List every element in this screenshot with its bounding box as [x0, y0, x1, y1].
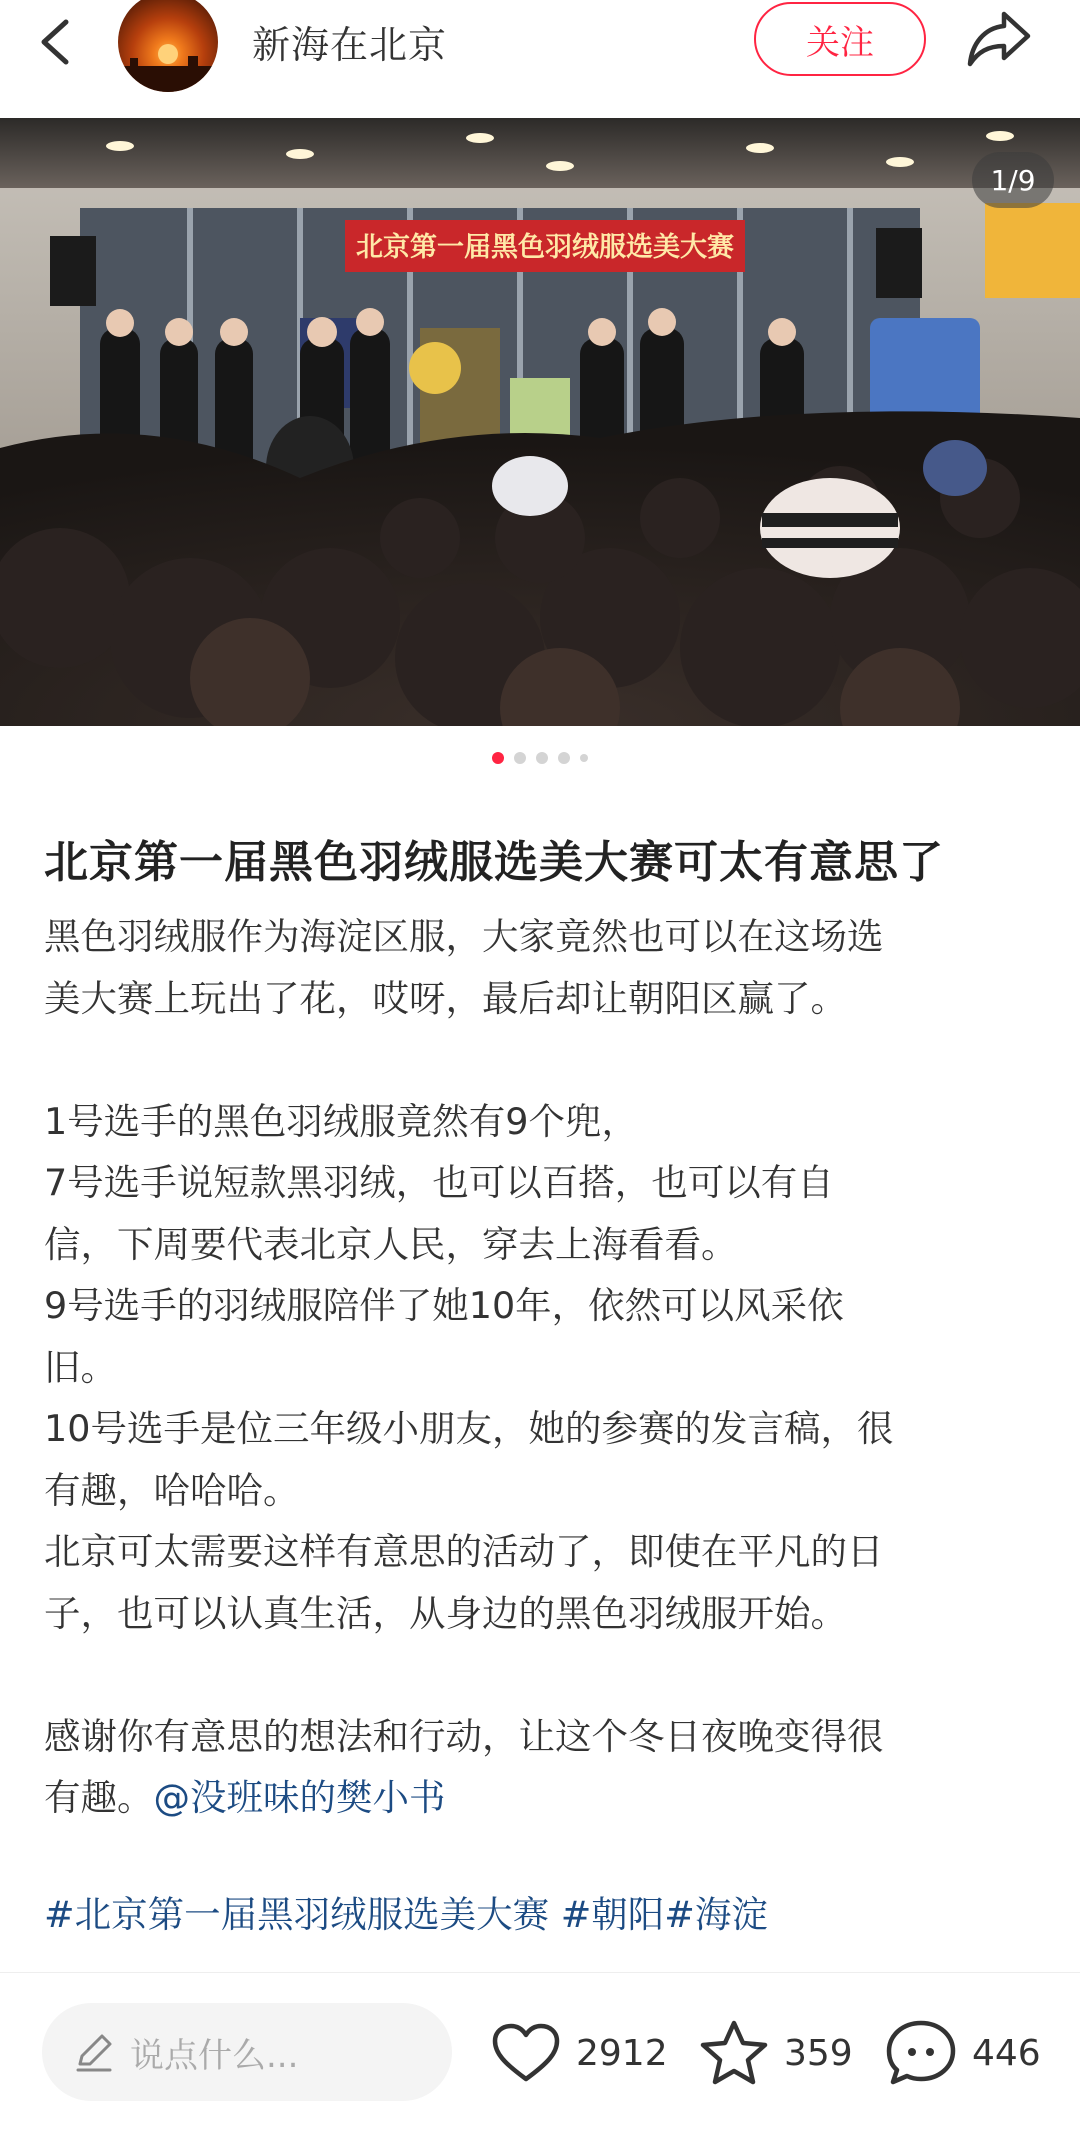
- hashtag-list: [44, 1886, 768, 1938]
- carousel-dot: [514, 752, 526, 764]
- pencil-icon: [72, 2030, 116, 2074]
- comment-placeholder: 说点什么...: [130, 2035, 299, 2076]
- body-line: 有趣，哈哈哈。: [44, 1468, 300, 1512]
- comment-count: 446: [972, 2032, 1041, 2074]
- share-icon[interactable]: [964, 6, 1034, 70]
- body-blank-line: [44, 1644, 1044, 1706]
- star-icon: [698, 2018, 770, 2088]
- body-line: 子，也可以认真生活，从身边的黑色羽绒服开始。: [44, 1591, 847, 1635]
- like-count: 2912: [576, 2032, 668, 2074]
- carousel-indicator: [0, 750, 1080, 766]
- body-line: 美大赛上玩出了花，哎呀，最后却让朝阳区赢了。: [44, 976, 847, 1020]
- hashtag-link[interactable]: #北京第一届黑羽绒服选美大赛: [44, 1893, 550, 1936]
- body-line-with-mention: [44, 1767, 1044, 1829]
- hashtag-link[interactable]: #海淀: [664, 1893, 768, 1936]
- carousel-dot: [558, 752, 570, 764]
- like-button[interactable]: [490, 2013, 668, 2093]
- body-line: 感谢你有意思的想法和行动，让这个冬日夜晚变得很: [44, 1714, 884, 1758]
- carousel-dot: [536, 752, 548, 764]
- author-name[interactable]: 新海在北京: [252, 23, 448, 67]
- body-line: 北京可太需要这样有意思的活动了，即使在平凡的日: [44, 1530, 884, 1573]
- heart-icon: [490, 2021, 562, 2085]
- collect-count: 359: [784, 2032, 853, 2074]
- comment-bubble-icon: [884, 2018, 958, 2088]
- hashtag-link[interactable]: #朝阳: [560, 1893, 665, 1936]
- body-line: 7号选手说短款黑羽绒，也可以百搭，也可以有自: [44, 1161, 834, 1204]
- body-line: 旧。: [44, 1345, 117, 1389]
- comment-input[interactable]: [42, 2003, 452, 2101]
- post-header: [0, 0, 1080, 118]
- body-line: 信，下周要代表北京人民，穿去上海看看。: [44, 1222, 738, 1266]
- body-line: 9号选手的羽绒服陪伴了她10年，依然可以风采依: [44, 1284, 844, 1327]
- back-arrow-icon[interactable]: [30, 14, 82, 70]
- post-image-carousel[interactable]: [0, 118, 1080, 726]
- image-counter: 1/9: [972, 152, 1054, 208]
- body-line: 10号选手是位三年级小朋友，她的参赛的发言稿，很: [44, 1407, 894, 1450]
- carousel-dot: [580, 754, 588, 762]
- carousel-dot-active: [492, 752, 504, 764]
- author-avatar[interactable]: [118, 0, 218, 92]
- bottom-action-bar: [0, 1972, 1080, 2146]
- body-line: 黑色羽绒服作为海淀区服，大家竟然也可以在这场选: [44, 915, 884, 958]
- body-blank-line: [44, 1029, 1044, 1091]
- post-body: [44, 906, 1044, 1829]
- post-title: 北京第一届黑色羽绒服选美大赛可太有意思了: [44, 837, 944, 888]
- body-line: 1号选手的黑色羽绒服竟然有9个兜，: [44, 1099, 638, 1143]
- banner-text: 北京第一届黑色羽绒服选美大赛: [356, 232, 734, 262]
- event-photo: [0, 118, 1080, 726]
- comment-button[interactable]: [884, 2013, 1041, 2093]
- user-mention-link[interactable]: @没班味的樊小书: [153, 1776, 446, 1819]
- collect-button[interactable]: [698, 2013, 853, 2093]
- body-text-prefix: 有趣。: [44, 1776, 154, 1819]
- follow-button[interactable]: 关注: [754, 2, 926, 76]
